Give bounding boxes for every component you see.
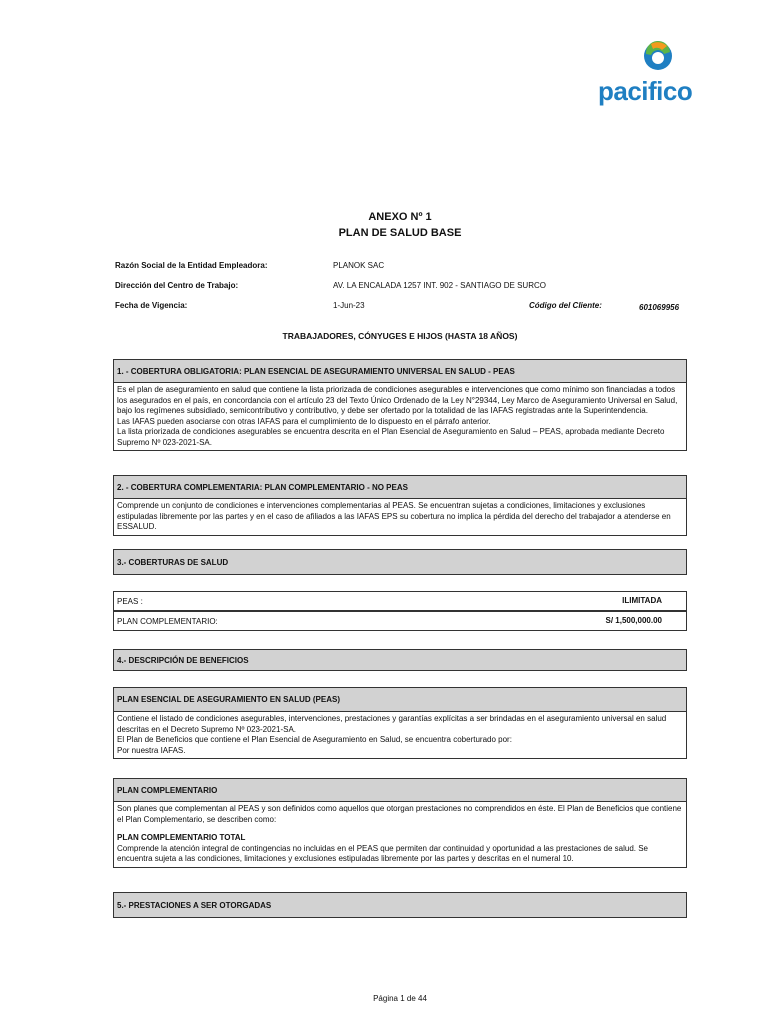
peas-header: PLAN ESENCIAL DE ASEGURAMIENTO EN SALUD (PEAS)	[114, 688, 686, 711]
section-1-box	[113, 359, 687, 451]
pacifico-swirl-icon	[642, 40, 674, 72]
plan-complementario-label: PLAN COMPLEMENTARIO:	[117, 617, 218, 626]
plan-complementario-row	[113, 611, 687, 631]
peas-paragraph: Contiene el listado de condiciones asegurables, intervenciones, prestaciones y garantías explícitas a ser brindadas en el aseguramiento universal en salud descritas en el Decreto Supremo Nº 023-2021-SA.	[117, 714, 667, 734]
section-1-body	[114, 382, 686, 450]
complementario-header: PLAN COMPLEMENTARIO	[114, 779, 686, 801]
fecha-vigencia-label: Fecha de Vigencia:	[115, 301, 188, 310]
razon-social-value: PLANOK SAC	[333, 261, 385, 270]
codigo-cliente-value: 601069956	[639, 303, 680, 312]
brand-name: pacifico	[598, 76, 693, 106]
peas-value: ILIMITADA	[622, 596, 662, 605]
peas-body	[114, 711, 686, 758]
complementario-body	[114, 801, 686, 867]
section-5-header: 5.- PRESTACIONES A SER OTORGADAS	[114, 893, 686, 917]
section-2-body	[114, 498, 686, 535]
peas-row	[113, 591, 687, 611]
section-3-header: 3.- COBERTURAS DE SALUD	[114, 550, 686, 574]
direccion-label: Dirección del Centro de Trabajo:	[115, 281, 239, 290]
coverage-subtitle: TRABAJADORES, CÓNYUGES E HIJOS (HASTA 18 AÑOS)	[282, 331, 518, 341]
peas-box	[113, 687, 687, 759]
section-1-header: 1. - COBERTURA OBLIGATORIA: PLAN ESENCIAL DE ASEGURAMIENTO UNIVERSAL EN SALUD - PEAS	[114, 360, 686, 382]
complementario-total-title: PLAN COMPLEMENTARIO TOTAL	[117, 833, 246, 842]
section-1-paragraph: La lista priorizada de condiciones asegurables se encuentra descrita en el Plan Esencial de Aseguramiento en Salud – PEAS, aprobada mediante Decreto Supremo Nº 023-2021-SA.	[117, 427, 665, 447]
section-4-header: 4.- DESCRIPCIÓN DE BENEFICIOS	[114, 650, 686, 670]
complementario-box	[113, 778, 687, 868]
section-2-paragraph: Comprende un conjunto de condiciones e intervenciones complementarias al PEAS. Se encuentran sujetas a condiciones, limitaciones y exclusiones estipuladas libremente por las partes y en el caso de afiliados a las IAFAS EPS su cobertura no implica la pérdida del derecho del trabajador a atenderse en ESSALUD.	[117, 501, 671, 531]
section-3-box	[113, 549, 687, 575]
peas-label: PEAS :	[117, 597, 143, 606]
razon-social-label: Razón Social de la Entidad Empleadora:	[115, 261, 268, 270]
page-number: Página 1 de 44	[373, 994, 427, 1003]
plan-title: PLAN DE SALUD BASE	[338, 227, 462, 239]
complementario-paragraph: Comprende la atención integral de contingencias no incluidas en el PEAS que permiten dar continuidad y oportunidad a las prestaciones de salud. Se encuentra sujeta a las condiciones, limitaciones y exclusiones estipuladas libremente por las partes y descritas en el numeral 10.	[117, 843, 649, 863]
pacifico-logo	[598, 40, 708, 110]
section-1-paragraph: Las IAFAS pueden asociarse con otras IAFAS para el cumplimiento de lo dispuesto en el párrafo anterior.	[117, 416, 491, 426]
peas-paragraph: Por nuestra IAFAS.	[117, 745, 186, 755]
direccion-value: AV. LA ENCALADA 1257 INT. 902 - SANTIAGO DE SURCO	[333, 281, 546, 290]
codigo-cliente-label: Código del Cliente:	[529, 301, 602, 310]
section-4-box	[113, 649, 687, 671]
annex-title: ANEXO Nº 1	[368, 211, 432, 223]
section-1-paragraph: Es el plan de aseguramiento en salud que contiene la lista priorizada de condiciones asegurables e intervenciones que como mínimo son financiadas a todos los asegurados en el país, en concordancia con el artículo 23 del Texto Único Ordenado de la Ley N°29344, Ley Marco de Aseguramiento Universal en Salud, bajo los regímenes subsidiado, semicontributivo y contributivo, y debe ser ofertado por la totalidad de las IAFAS registradas ante la Superintendencia.	[117, 385, 678, 415]
complementario-paragraph: Son planes que complementan al PEAS y son definidos como aquellos que otorgan prestaciones no comprendidos en éste. El Plan de Beneficios que contiene el Plan Complementario, se describen como:	[117, 804, 682, 824]
section-5-box	[113, 892, 687, 918]
plan-complementario-value: S/ 1,500,000.00	[605, 616, 662, 625]
section-2-box	[113, 475, 687, 536]
section-2-header: 2. - COBERTURA COMPLEMENTARIA: PLAN COMPLEMENTARIO - NO PEAS	[114, 476, 686, 498]
fecha-vigencia-value: 1-Jun-23	[333, 301, 365, 310]
peas-paragraph: El Plan de Beneficios que contiene el Plan Esencial de Aseguramiento en Salud, se encuentra coberturado por:	[117, 735, 512, 744]
